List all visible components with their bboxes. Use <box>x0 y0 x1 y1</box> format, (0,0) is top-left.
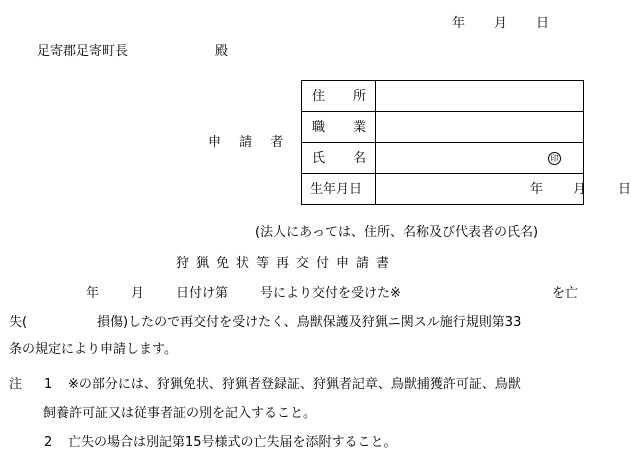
note-1-text-cont: 飼養許可証又は従事者証の別を記入すること。 <box>43 406 317 421</box>
occupation-field[interactable] <box>376 112 584 143</box>
body-year: 年 <box>86 286 100 301</box>
date-year: 年 <box>452 16 466 31</box>
body-number-suffix: 号により交付を受けた※ <box>260 286 401 301</box>
occupation-row <box>302 112 584 143</box>
address-row <box>302 81 584 112</box>
seal-icon: 印 <box>548 152 561 165</box>
applicant-note: (法人にあっては、住所、名称及び代表者の氏名) <box>255 225 539 240</box>
addressee-name: 足寄郡足寄町長 <box>37 44 129 59</box>
birthdate-label: 生年月日 <box>310 181 363 197</box>
address-label: 住 所 <box>312 88 366 104</box>
addressee-honorific: 殿 <box>215 44 229 59</box>
name-label: 氏 名 <box>312 150 366 166</box>
name-row <box>302 143 584 174</box>
note-2-text: 亡失の場合は別記第15号様式の亡失届を添附すること。 <box>68 435 397 450</box>
address-field[interactable] <box>376 81 584 112</box>
date-month: 月 <box>494 16 508 31</box>
applicant-heading: 申 請 者 <box>208 135 291 150</box>
notes-label: 注 <box>9 377 23 392</box>
body-day-suffix: 日付け第 <box>176 286 229 301</box>
birth-month: 月 <box>573 182 587 197</box>
occupation-label: 職 業 <box>312 119 366 135</box>
note-1-number: 1 <box>44 377 53 392</box>
name-field[interactable] <box>376 143 584 174</box>
body-line2-start: 失( <box>9 315 28 330</box>
body-month: 月 <box>131 286 145 301</box>
applicant-table <box>301 80 631 205</box>
birthdate-row <box>302 174 584 205</box>
note-2-number: 2 <box>44 435 53 450</box>
body-line1-end: を亡 <box>552 286 579 301</box>
body-line2-middle: 損傷)したので再交付を受けたく、鳥獣保護及狩猟ニ関スル施行規則第33 <box>97 315 522 330</box>
date-day: 日 <box>536 16 550 31</box>
body-line3: 条の規定により申請します。 <box>9 342 177 357</box>
document-title: 狩猟免状等再交付申請書 <box>176 256 397 271</box>
birth-day: 日 <box>618 182 631 197</box>
birthdate-field[interactable] <box>376 174 631 205</box>
note-1-text: ※の部分には、狩猟免状、狩猟者登録証、狩猟者記章、鳥獣捕獲許可証、鳥獣 <box>68 377 521 392</box>
birth-year: 年 <box>530 182 544 197</box>
